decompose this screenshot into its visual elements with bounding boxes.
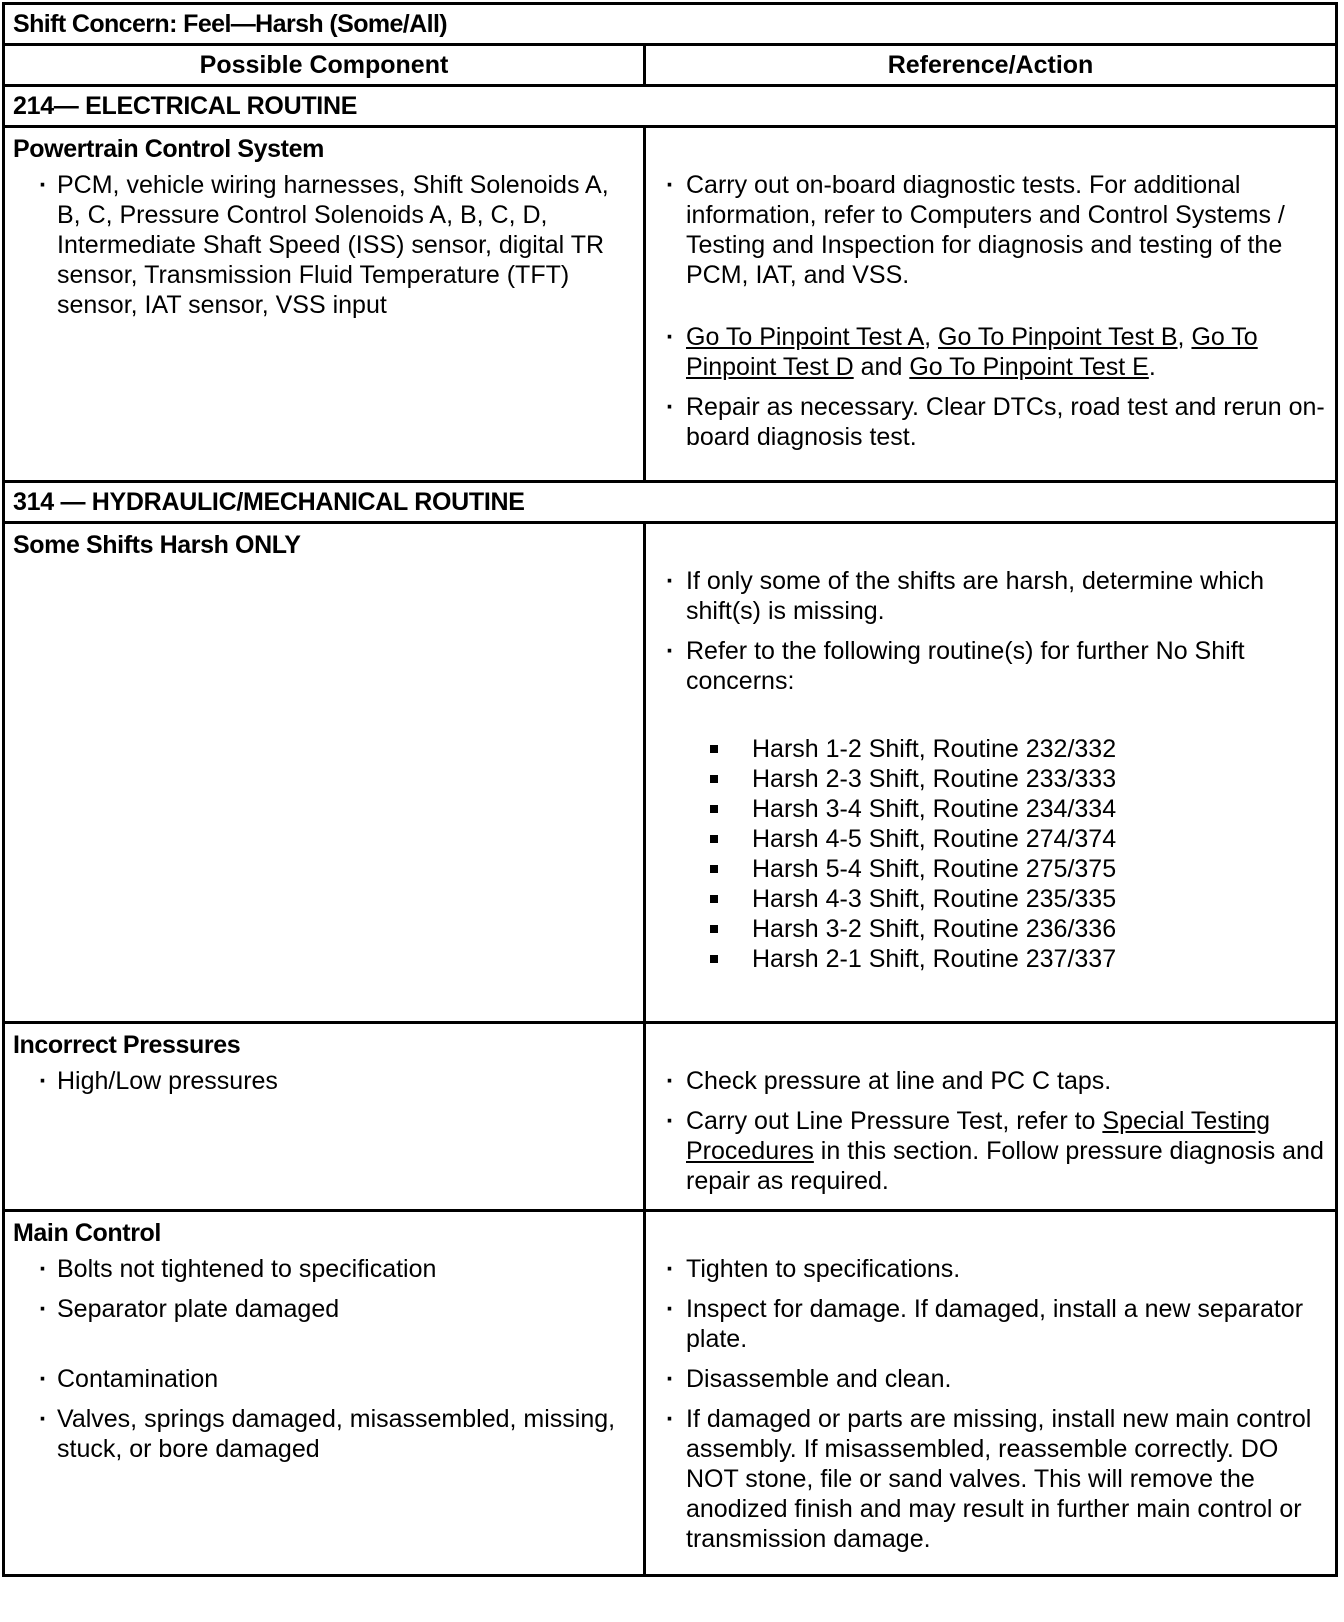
action-item: · Disassemble and clean. bbox=[654, 1364, 1327, 1394]
routine-list bbox=[654, 734, 1327, 974]
component-cell bbox=[4, 127, 645, 482]
table-title: Shift Concern: Feel—Harsh (Some/All) bbox=[4, 4, 1337, 45]
component-item: · PCM, vehicle wiring harnesses, Shift Solenoids A, B, C, Pressure Control Solenoids A, B, C, D, Intermediate Shaft Speed (ISS) sensor, digital TR sensor, Transmission Fluid Temperature (TFT) sensor, IAT sensor, VSS input bbox=[13, 170, 635, 320]
section-title-main-control: Main Control bbox=[13, 1219, 161, 1247]
component-cell bbox=[4, 1211, 645, 1576]
component-cell bbox=[4, 1023, 645, 1211]
component-item: · Valves, springs damaged, misassembled, missing, stuck, or bore damaged bbox=[13, 1404, 635, 1464]
section-title-powertrain: Powertrain Control System bbox=[13, 135, 324, 163]
component-item: · Contamination bbox=[13, 1364, 635, 1394]
list-item: Harsh 3-2 Shift, Routine 236/336 bbox=[654, 914, 1327, 944]
action-item: · If damaged or parts are missing, install new main control assembly. If misassembled, reassemble correctly. DO NOT stone, file or sand valves. This will remove the anodized finish and may result in further main control or transmission damage. bbox=[654, 1404, 1327, 1554]
header-reference-action: Reference/Action bbox=[645, 45, 1337, 86]
pinpoint-links: · Go To Pinpoint Test A, Go To Pinpoint Test B, Go To Pinpoint Test D and Go To Pinpoint Test E. bbox=[654, 322, 1327, 382]
table-row bbox=[4, 523, 1337, 1023]
action-item: · Repair as necessary. Clear DTCs, road test and rerun on-board diagnosis test. bbox=[654, 392, 1327, 452]
action-cell bbox=[645, 1023, 1337, 1211]
list-item: Harsh 4-3 Shift, Routine 235/335 bbox=[654, 884, 1327, 914]
link-pinpoint-test-b[interactable]: Go To Pinpoint Test B bbox=[938, 323, 1178, 351]
action-item: · Carry out on-board diagnostic tests. For additional information, refer to Computers and Control Systems / Testing and Inspection for diagnosis and testing of the PCM, IAT, and VSS. bbox=[654, 170, 1327, 290]
link-special-testing-procedures[interactable]: Special Testing Procedures bbox=[686, 1107, 1271, 1165]
list-item: Harsh 1-2 Shift, Routine 232/332 bbox=[654, 734, 1327, 764]
link-pinpoint-test-d[interactable]: Go To Pinpoint Test D bbox=[686, 323, 1258, 381]
action-cell bbox=[645, 1211, 1337, 1576]
action-cell bbox=[645, 523, 1337, 1023]
component-item: · Separator plate damaged bbox=[13, 1294, 635, 1324]
component-item: · Bolts not tightened to specification bbox=[13, 1254, 635, 1284]
component-cell bbox=[4, 523, 645, 1023]
link-pinpoint-test-e[interactable]: Go To Pinpoint Test E bbox=[909, 353, 1149, 381]
list-item: Harsh 2-3 Shift, Routine 233/333 bbox=[654, 764, 1327, 794]
section-title-pressures: Incorrect Pressures bbox=[13, 1031, 241, 1059]
diagnostic-table bbox=[2, 2, 1338, 1577]
component-item: · High/Low pressures bbox=[13, 1066, 635, 1096]
action-item: · Tighten to specifications. bbox=[654, 1254, 1327, 1284]
header-possible-component: Possible Component bbox=[4, 45, 645, 86]
action-item: · Check pressure at line and PC C taps. bbox=[654, 1066, 1327, 1096]
routine-214-heading: 214— ELECTRICAL ROUTINE bbox=[4, 86, 1337, 127]
table-row bbox=[4, 1211, 1337, 1576]
list-item: Harsh 3-4 Shift, Routine 234/334 bbox=[654, 794, 1327, 824]
action-item: · If only some of the shifts are harsh, determine which shift(s) is missing. bbox=[654, 566, 1327, 626]
action-cell bbox=[645, 127, 1337, 482]
routine-314-heading: 314 — HYDRAULIC/MECHANICAL ROUTINE bbox=[4, 482, 1337, 523]
action-item: · Inspect for damage. If damaged, install a new separator plate. bbox=[654, 1294, 1327, 1354]
link-pinpoint-test-a[interactable]: Go To Pinpoint Test A bbox=[686, 323, 925, 351]
list-item: Harsh 2-1 Shift, Routine 237/337 bbox=[654, 944, 1327, 974]
action-item: · Carry out Line Pressure Test, refer to Special Testing Procedures in this section. Follow pressure diagnosis and repair as required. bbox=[654, 1106, 1327, 1196]
action-item: · Refer to the following routine(s) for further No Shift concerns: bbox=[654, 636, 1327, 696]
list-item: Harsh 4-5 Shift, Routine 274/374 bbox=[654, 824, 1327, 854]
table-row bbox=[4, 127, 1337, 482]
section-title-some-shifts: Some Shifts Harsh ONLY bbox=[13, 531, 301, 559]
table-row bbox=[4, 1023, 1337, 1211]
list-item: Harsh 5-4 Shift, Routine 275/375 bbox=[654, 854, 1327, 884]
